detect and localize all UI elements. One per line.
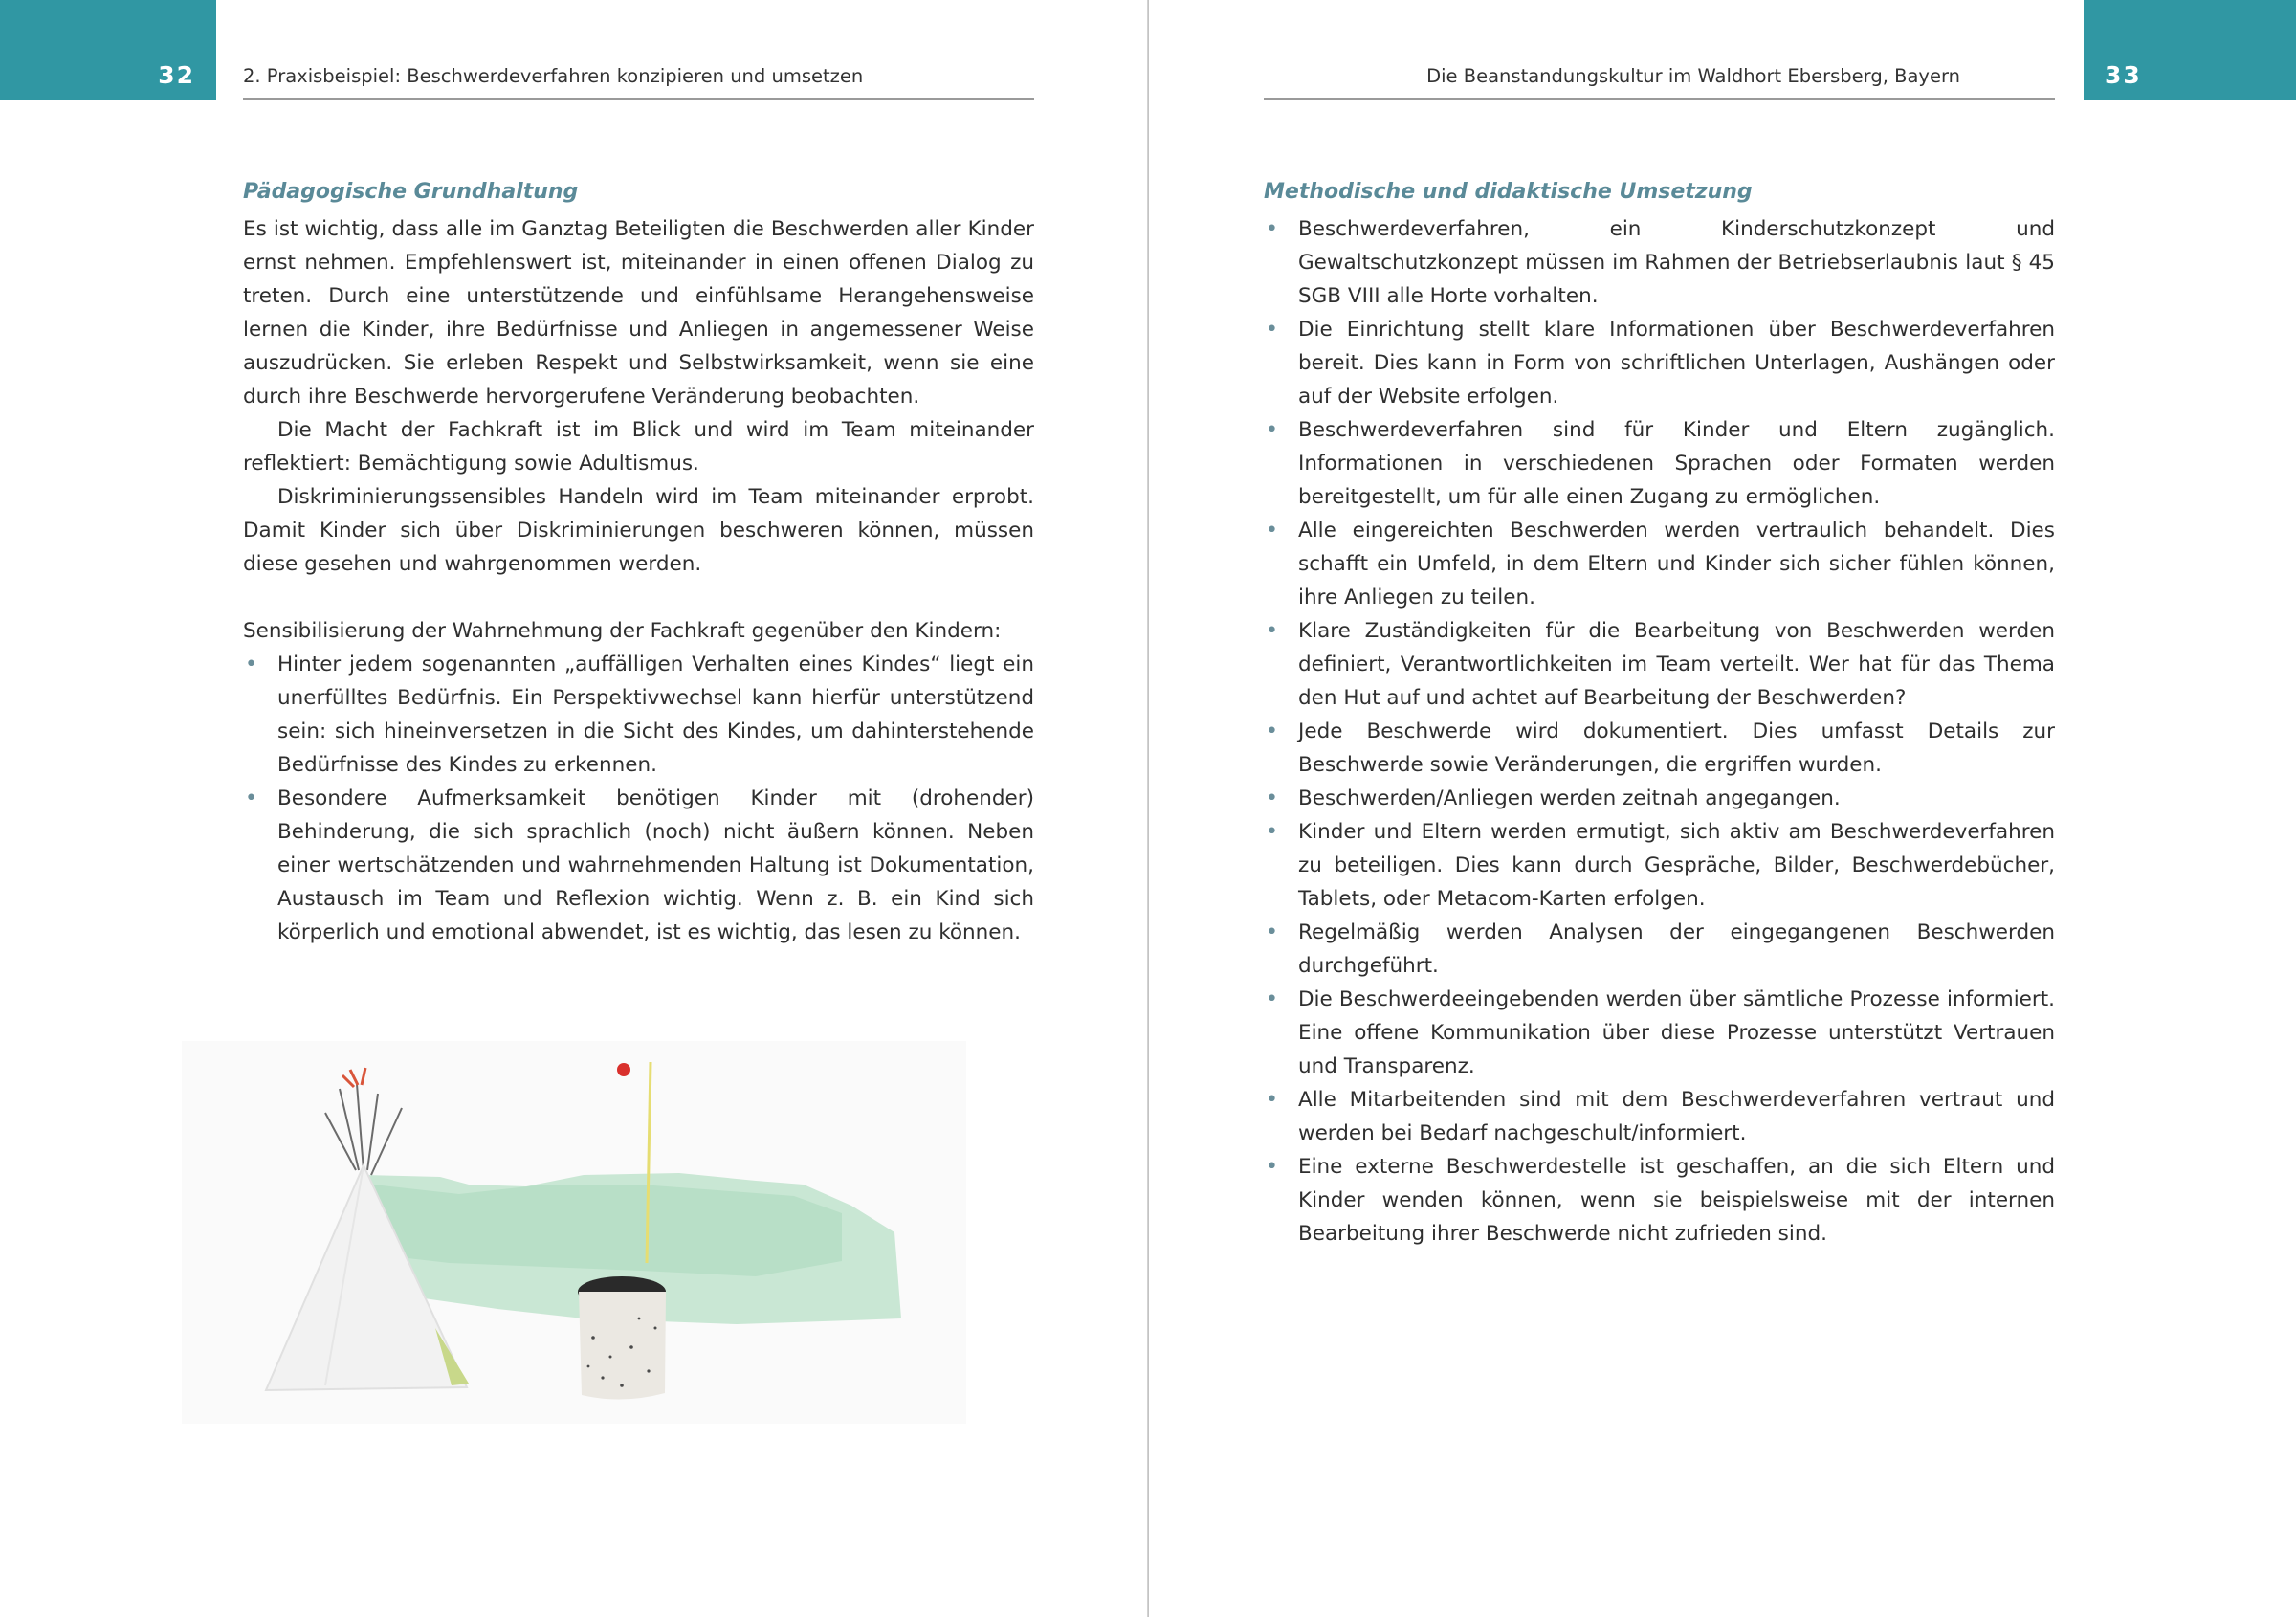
- list-item: • Beschwerden/Anliegen werden zeitnah angegangen.: [1264, 782, 2055, 815]
- list-item: • Regelmäßig werden Analysen der eingegangenen Beschwerden durchgeführt.: [1264, 916, 2055, 983]
- header-rule-left: [243, 98, 1034, 100]
- bullet-list-left: [243, 648, 1034, 949]
- section-title-right: Methodische und didaktische Umsetzung: [1264, 180, 1753, 204]
- bullet-icon: •: [1266, 418, 1278, 442]
- running-head-right: Die Beanstandungskultur im Waldhort Ebersberg, Bayern: [1426, 65, 1960, 87]
- running-head-left: 2. Praxisbeispiel: Beschwerdeverfahren konzipieren und umsetzen: [243, 65, 864, 87]
- bullet-icon: •: [1266, 217, 1278, 241]
- bullet-icon: •: [1266, 920, 1278, 944]
- list-item: • Eine externe Beschwerdestelle ist geschaffen, an die sich Eltern und Kinder wenden können, wenn sie beispielsweise mit der internen Bearbeitung ihrer Beschwerde nicht zufrieden sind.: [1264, 1150, 2055, 1251]
- bullet-icon: •: [1266, 820, 1278, 844]
- page-number-tab-left: [0, 0, 216, 100]
- bullet-icon: •: [245, 653, 257, 676]
- page-number-right: 33: [2105, 61, 2142, 89]
- right-page: [1149, 0, 2296, 1617]
- list-item: • Alle eingereichten Beschwerden werden vertraulich behandelt. Dies schafft ein Umfeld, in dem Eltern und Kinder sich sicher fühlen können, ihre Anliegen zu teilen.: [1264, 514, 2055, 614]
- teepee-illustration: [182, 1041, 966, 1424]
- bullet-icon: •: [1266, 1088, 1278, 1112]
- section-title-left: Pädagogische Grundhaltung: [243, 180, 579, 204]
- list-item: • Kinder und Eltern werden ermutigt, sich aktiv am Beschwerdeverfahren zu beteiligen. Dies kann durch Gespräche, Bilder, Beschwerdebücher, Tablets, oder Metacom-Karten erfolgen.: [1264, 815, 2055, 916]
- list-item: • Hinter jedem sogenannten „auffälligen Verhalten eines Kindes“ liegt ein unerfülltes Bedürfnis. Ein Perspektivwechsel kann hierfür unterstützend sein: sich hineinversetzen in die Sicht des Kindes, um dahinterstehende Bedürfnisse des Kindes zu erkennen.: [243, 648, 1034, 782]
- list-item: • Besondere Aufmerksamkeit benötigen Kinder mit (drohender) Behinderung, die sich sprachlich (noch) nicht äußern können. Neben einer wertschätzenden und wahrnehmenden Haltung ist Dokumentation, Austausch im Team und Reflexion wichtig. Wenn z. B. ein Kind sich körperlich und emotional abwendet, ist es wichtig, das lesen zu können.: [243, 782, 1034, 949]
- paragraph: Diskriminierungssensibles Handeln wird im Team miteinander erprobt. Damit Kinder sich über Diskriminierungen beschweren können, müssen diese gesehen und wahrgenommen werden.: [243, 485, 1034, 576]
- bullet-icon: •: [1266, 318, 1278, 342]
- left-text-column: [243, 172, 1034, 949]
- right-text-column: [1264, 172, 2055, 1251]
- bullet-icon: •: [1266, 1155, 1278, 1179]
- list-item: • Die Einrichtung stellt klare Informationen über Beschwerdeverfahren bereit. Dies kann in Form von schriftlichen Unterlagen, Aushängen oder auf der Website erfolgen.: [1264, 313, 2055, 413]
- list-intro: Sensibilisierung der Wahrnehmung der Fachkraft gegenüber den Kindern:: [243, 619, 1002, 643]
- bullet-icon: •: [1266, 987, 1278, 1011]
- paragraph: Die Macht der Fachkraft ist im Blick und wird im Team miteinander reflektiert: Bemächtigung sowie Adultismus.: [243, 418, 1034, 476]
- page-number-tab-right: [2084, 0, 2296, 100]
- bullet-icon: •: [245, 786, 257, 810]
- list-item: • Die Beschwerdeeingebenden werden über sämtliche Prozesse informiert. Eine offene Kommunikation über diese Prozesse unterstützt Vertrauen und Transparenz.: [1264, 983, 2055, 1083]
- list-item: • Beschwerdeverfahren, ein Kinderschutzkonzept und Gewaltschutzkonzept müssen im Rahmen der Betriebserlaubnis laut § 45 SGB VIII alle Horte vorhalten.: [1264, 212, 2055, 313]
- bullet-list-right: [1264, 212, 2055, 1251]
- list-item: • Alle Mitarbeitenden sind mit dem Beschwerdeverfahren vertraut und werden bei Bedarf nachgeschult/informiert.: [1264, 1083, 2055, 1150]
- header-rule-right: [1264, 98, 2055, 100]
- bullet-icon: •: [1266, 786, 1278, 810]
- bullet-icon: •: [1266, 519, 1278, 543]
- bullet-icon: •: [1266, 619, 1278, 643]
- page-number-left: 32: [158, 61, 195, 89]
- list-item: • Klare Zuständigkeiten für die Bearbeitung von Beschwerden werden definiert, Verantwortlichkeiten im Team verteilt. Wer hat für das Thema den Hut auf und achtet auf Bearbeitung der Beschwerden?: [1264, 614, 2055, 715]
- left-page: [0, 0, 1147, 1617]
- paragraph: Es ist wichtig, dass alle im Ganztag Beteiligten die Beschwerden aller Kinder ernst nehmen. Empfehlenswert ist, miteinander in einen offenen Dialog zu treten. Durch eine unterstützende und einfühlsame Herangehensweise lernen die Kinder, ihre Bedürfnisse und Anliegen in angemessener Weise auszudrücken. Sie erleben Respekt und Selbstwirksamkeit, wenn sie eine durch ihre Beschwerde hervorgerufene Veränderung beobachten.: [243, 217, 1034, 409]
- bullet-icon: •: [1266, 720, 1278, 743]
- list-item: • Jede Beschwerde wird dokumentiert. Dies umfasst Details zur Beschwerde sowie Veränderungen, die ergriffen wurden.: [1264, 715, 2055, 782]
- list-item: • Beschwerdeverfahren sind für Kinder und Eltern zugänglich. Informationen in verschiedenen Sprachen oder Formaten werden bereitgestellt, um für alle einen Zugang zu ermöglichen.: [1264, 413, 2055, 514]
